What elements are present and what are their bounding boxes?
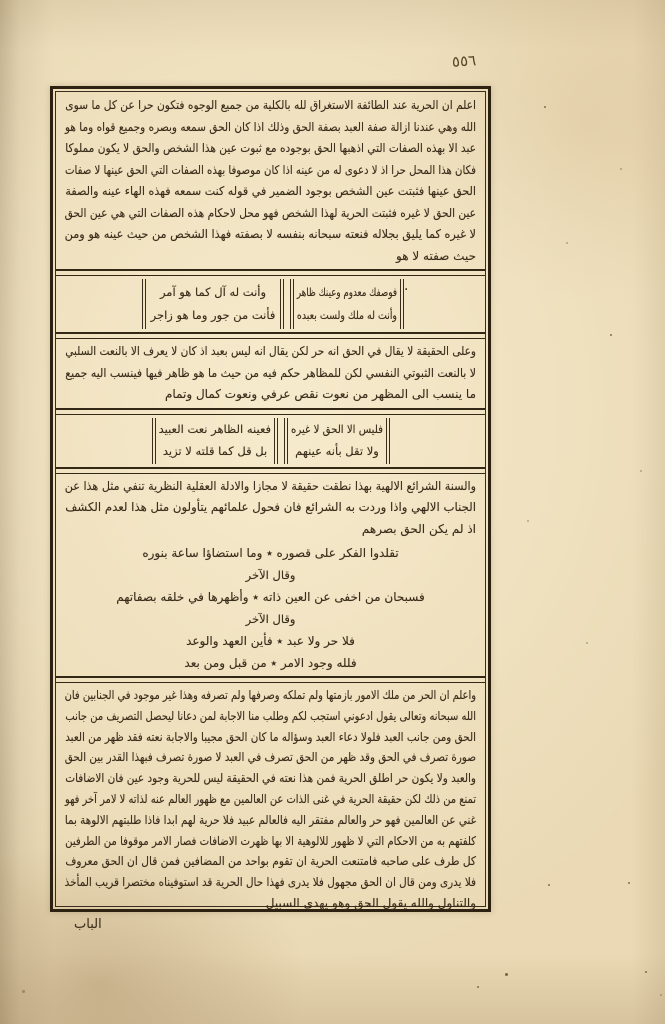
text-line: الحق عينها فثبتت عين الشخص بوجود الضمير في قوله كنت سمعه فهذه الهاء عينه والصفة [65,184,477,198]
text-line: لا غيره كما يليق بجلاله فنعته سبحانه بنفسه لا بصفته فهذا الشخص من حيث عينه هو ومن [64,227,476,241]
text-line: عين الحق لا غيره فثبتت الحرية لهذا الشخص فهو محل لاحكام هذه الصفات التي هي عين الحق [64,205,476,220]
poem-marker-cell [404,279,476,329]
text-line-short: اذ لم يكن الحق بصرهم [361,521,476,536]
text-line-short: حيث صفته لا هو [396,248,476,263]
poem-empty-right-cell [390,418,476,464]
text-line: والسنة الشرائع الالهية بهذا نطقت حقيقة لا مجازا والادلة العقلية النظرية تنفي مثل هذا عن [64,478,476,493]
verse-dot-marker: · [404,282,409,298]
poem-first-hemistich-column [290,279,404,329]
text-line: الجناب الالهي واذا وردت به الشرائع فان فحول علمائهم يتأولون مثل هذا لعدم الكشف [65,500,476,514]
text-line: غني عن العالمين فهو حر والعالم مفتقر اليه فالعالم عبيد فلا حرية لهم ابدا فاذا طلبتهم الالوهة بما [64,812,477,827]
page-border-frame [50,86,491,912]
double-rule-divider [56,269,485,276]
text-line: اعلم ان الحرية عند الطائفة الاستغراق لله بالكلية من جميع الوجوه فتكون حرا عن كل ما سوى [65,98,477,112]
hemistich: وأنت له ملك ولست بعبده [296,308,397,322]
text-line: الله سبحانه وتعالى يقول ادعوني استجب لكم وطلب منا الاجابة لمن دعانا ليحصل التصريف من جانب [65,708,476,723]
verse-line: فسبحان من اخفى عن العين ذاته ٭ وأظهرها في خلقه بصفاتهم [116,590,425,604]
text-line: كل طرف على صاحبه فامتنعت الحرية ان تقوم بواحد من المضافين فمن قال ان الحق معروف [65,854,476,869]
paragraph-freedom-definition [65,95,476,267]
poet-attribution: وقال الآخر [245,612,296,626]
double-rule-divider [56,332,485,339]
hemistich: فليس الا الحق لا غيره [291,422,383,437]
text-line: عبد الا بهذه الصفات التي اذهبها الحق بوجوده مع ثبوت عين هذا الشخص والحق لا يكون مملوكا [65,141,476,155]
paragraph-on-revealed-law [65,476,476,541]
poem-second-hemistich-column [152,418,278,464]
paragraph-on-truth [65,341,476,406]
text-line: الله وهي عندنا ازالة صفة العبد بصفة الحق وذلك اذا كان الحق سمعه وبصره وجميع قواه وما هو [64,119,477,134]
text-line: تمنع من ذلك لكن حقيقة الحرية في غنى الذات عن العالمين مع ظهور العالم عنه لذاته لا لامر آخر فهو [64,791,477,806]
poem-column-gap [278,418,284,464]
verse-line: تقلدوا الفكر على قصوره ٭ وما استضاؤا ساعة بنوره [142,546,399,560]
verse-line: فلله وجود الامر ٭ من قبل ومن بعد [184,656,357,670]
verse-line: فلا حر ولا عبد ٭ فأين العهد والوعد [186,634,355,648]
text-line: واعلم ان الحر من ملك الامور بازمتها ولم تملكه وصرفها ولم تصرفه وهذا غير موجود في الجنابين فان [64,688,476,702]
paragraph-on-the-free-man [65,685,476,914]
text-line: فلا يدرى ومن قال ان الحق مجهول فلا يدرى فهذا حال الحرية قد استوفيناه مختصرا قريب المأخذ [64,875,476,890]
poem-empty-cell [65,279,142,329]
hemistich: بل قل كما قلته لا تزيد [162,443,268,458]
poet-attribution: وقال الآخر [245,568,296,582]
text-line: وعلى الحقيقة لا يقال في الحق انه حر لكن يقال انه ليس بعبد اذ كان لا يعرف الا بالنعت السلبي [65,344,476,358]
hemistich: ولا تقل بأنه عينهم [295,443,379,458]
text-line: الحق ومن جانب العبد فلولا دعاء العبد وسؤاله ما كان الحق مجيبا والاجابة نعته فقد ظهر من العبد [65,729,476,744]
text-line: والعبد ولا يكون حر اطلق الحرية فمن هذا نعته في الحقيقة ليس للحرية وجود عين فان الاضافات [65,771,477,786]
poem-box-2 [65,417,476,465]
double-rule-divider [56,408,485,415]
poem-first-hemistich-column [284,418,390,464]
double-rule-divider [56,467,485,474]
double-rule-divider [56,676,485,683]
text-line: فكان هذا المحل حرا اذ لا دعوى له من عينه اذا كان موصوفا بهذه الصفات التي الحق عينها لا صفات [64,162,476,177]
hemistich: فوصفك معدوم وعينك ظاهر [296,285,397,299]
text-line: كلفتهم به من الاحكام التي لا ظهور للالوهية الا بها ظهرت الاضافات فصار الامر موقوفا من الطرفين [65,833,477,848]
centered-verse-block [65,540,476,674]
hemistich: وأنت له آل كما هو آمر [159,285,267,299]
poem-column-gap [284,279,290,329]
hemistich: فعينه الظاهر نعت العبيد [158,422,271,437]
poem-empty-cell [65,418,152,464]
poem-box-1 [65,278,476,330]
text-line-short: ما ينسب الى المظهر من نعوت نقص عرفي ونعوت كمال وتمام [164,387,476,401]
text-line: لا بالنعت الثبوتي النفسي لكن للمظاهر حكم فيه من حيث ما هو ظاهر فيها فينسب اليه جميع [65,365,476,380]
catchword: الباب [74,917,102,932]
hemistich: فأنت من جور وما هو زاجر [150,308,276,322]
page-number: ٥٥٦ [451,51,477,71]
text-block [55,91,486,910]
poem-second-hemistich-column [142,279,284,329]
text-line-short: والتناول والله يقول الحق وهو يهدي السبيل [265,895,476,910]
text-line: صورة تصرف في الحق وقد ظهر من الحق تصرف في العبد لا صورة تصرف فبهذا القدر بين الحق [64,750,476,765]
